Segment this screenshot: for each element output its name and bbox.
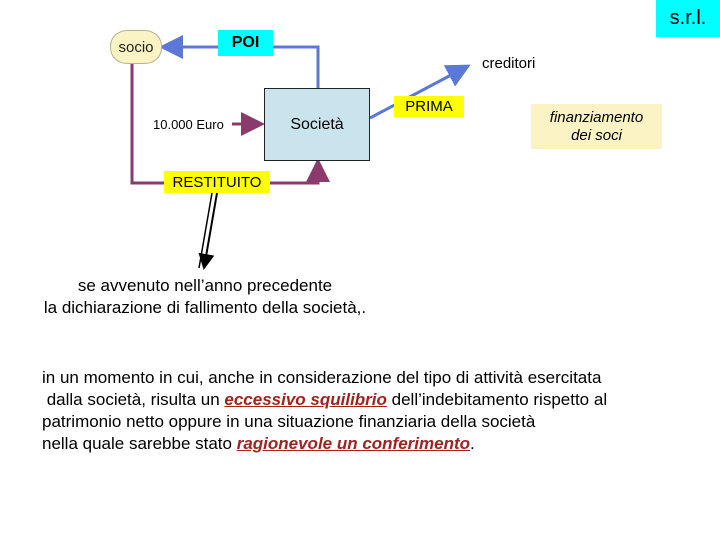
srl-label: s.r.l. bbox=[656, 0, 720, 37]
finanziamento-box bbox=[531, 104, 662, 149]
explanation-paragraph bbox=[42, 367, 712, 455]
paragraph-line1: in un momento in cui, anche in considerazione del tipo di attività esercitata bbox=[42, 368, 602, 387]
note-line1: se avvenuto nell’anno precedente bbox=[77, 276, 333, 295]
paragraph-line2: dalla società, risulta un eccessivo squilibrio dell’indebitamento rispetto al bbox=[42, 390, 608, 409]
socio-node: socio bbox=[110, 30, 162, 64]
finanziamento-line2: dei soci bbox=[571, 126, 622, 144]
restituito-label: RESTITUITO bbox=[164, 171, 270, 193]
paragraph-line3: patrimonio netto oppure in una situazione finanziaria della società bbox=[42, 412, 536, 431]
societa-box: Società bbox=[264, 88, 370, 161]
note-line2: la dichiarazione di fallimento della società,. bbox=[43, 298, 367, 317]
amount-label: 10.000 Euro bbox=[153, 117, 224, 132]
highlight-conferimento: ragionevole un conferimento bbox=[236, 434, 471, 453]
highlight-squilibrio: eccessivo squilibrio bbox=[224, 390, 387, 409]
prima-label: PRIMA bbox=[394, 96, 464, 117]
poi-label: POI bbox=[218, 30, 273, 56]
finanziamento-line1: finanziamento bbox=[549, 108, 644, 126]
creditori-label: creditori bbox=[482, 55, 536, 72]
paragraph-line4: nella quale sarebbe stato ragionevole un conferimento. bbox=[42, 434, 475, 453]
note-text bbox=[0, 275, 410, 319]
